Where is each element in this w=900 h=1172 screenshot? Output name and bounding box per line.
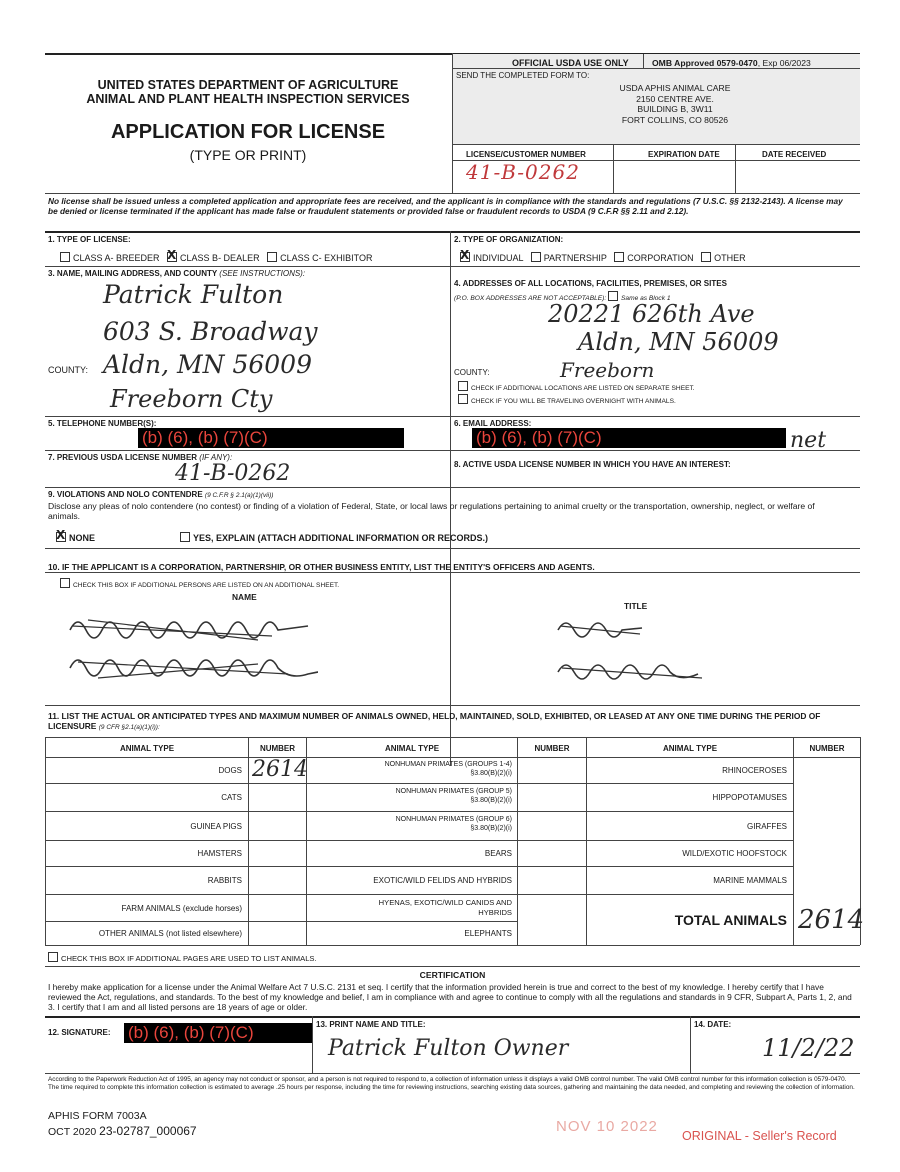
block12-label: 12. SIGNATURE:: [48, 1028, 111, 1037]
animal-row-bears: BEARS: [484, 849, 512, 858]
email-redaction: (b) (6), (b) (7)(C): [472, 428, 786, 448]
facility-street[interactable]: 20221 626th Ave: [548, 300, 755, 328]
class-b-checkbox[interactable]: X CLASS B- DEALER: [167, 253, 260, 263]
form-edition: OCT 2020 23-02787_000067: [48, 1124, 197, 1138]
additional-locations-check[interactable]: CHECK IF ADDITIONAL LOCATIONS ARE LISTED ON SEPARATE SHEET.: [458, 381, 695, 392]
print-name-title[interactable]: Patrick Fulton Owner: [328, 1036, 569, 1061]
mailing-street[interactable]: 603 S. Broadway: [103, 317, 318, 346]
dept-line2: ANIMAL AND PLANT HEALTH INSPECTION SERVICES: [86, 92, 410, 106]
license-type-options: [60, 252, 372, 263]
organization-options: [460, 252, 746, 263]
received-stamp: NOV 10 2022: [556, 1118, 658, 1135]
partnership-checkbox[interactable]: PARTNERSHIP: [531, 253, 607, 263]
block1-label: 1. TYPE OF LICENSE:: [48, 235, 131, 244]
animal-row-rhinoceroses: RHINOCEROSES: [722, 766, 787, 775]
individual-checkbox[interactable]: XINDIVIDUAL: [460, 253, 523, 263]
animal-row-farm: FARM ANIMALS (exclude horses): [121, 904, 242, 913]
applicant-county[interactable]: Freeborn Cty: [110, 385, 273, 413]
animal-row-elephants: ELEPHANTS: [464, 929, 512, 938]
col2-animal-header: ANIMAL TYPE: [384, 744, 440, 753]
facility-city[interactable]: Aldn, MN 56009: [578, 328, 779, 356]
mailing-city[interactable]: Aldn, MN 56009: [103, 350, 312, 379]
total-animals-label: TOTAL ANIMALS: [674, 912, 787, 928]
certification-title: CERTIFICATION: [419, 970, 486, 980]
animal-row-rabbits: RABBITS: [207, 876, 242, 885]
mailing-address: USDA APHIS ANIMAL CARE 2150 CENTRE AVE. BUILDING B, 3W11 FORT COLLINS, CO 80526: [619, 83, 731, 125]
animal-row-other: OTHER ANIMALS (not listed elsewhere): [98, 929, 242, 938]
block4-label: 4. ADDRESSES OF ALL LOCATIONS, FACILITIES, PREMISES, OR SITES: [454, 279, 727, 288]
form-number: APHIS FORM 7003A: [48, 1110, 147, 1122]
phone-redaction: (b) (6), (b) (7)(C): [138, 428, 404, 448]
email-suffix[interactable]: net: [790, 428, 827, 453]
block2-label: 2. TYPE OF ORGANIZATION:: [454, 235, 564, 244]
agency-header: [48, 78, 448, 106]
document-id: 23-02787_000067: [99, 1124, 197, 1138]
certification-text: I hereby make application for a license under the Animal Welfare Act 7 U.S.C. 2131 et seq. I certify that the information provided herein is true and correct to the best of my knowledge. I hereby certify that I have reviewed the Act, regulations, and standards. To the best of my knowledge and belief, I am in compliance with and agree to continue to comply with all the regulations and standards in 9 CFR, Subpart A, Parts 1, 2, and 3. I certify that I am and all listed persons are 18 years of age or older.: [48, 982, 852, 1012]
center-column-divider: [450, 231, 451, 766]
col2-number-header: NUMBER: [534, 744, 570, 753]
block5-label: 5. TELEPHONE NUMBER(S):: [48, 419, 157, 428]
license-number-label: LICENSE/CUSTOMER NUMBER: [466, 150, 586, 159]
animal-row-felids: EXOTIC/WILD FELIDS AND HYBRIDS: [373, 876, 512, 885]
form-subtitle: (TYPE OR PRINT): [189, 147, 307, 163]
record-copy-label: ORIGINAL - Seller's Record: [682, 1129, 837, 1143]
animal-row-cats: CATS: [221, 793, 242, 802]
animal-row-dogs: DOGS: [218, 766, 242, 775]
officers-title-header: TITLE: [624, 601, 648, 611]
officers-name-header: NAME: [232, 592, 257, 602]
signature-redaction: (b) (6), (b) (7)(C): [124, 1023, 312, 1043]
traveling-overnight-check[interactable]: CHECK IF YOU WILL BE TRAVELING OVERNIGHT WITH ANIMALS.: [458, 394, 676, 405]
crossed-out-officer-titles: [548, 610, 748, 690]
block7-label: 7. PREVIOUS USDA LICENSE NUMBER (IF ANY):: [48, 453, 233, 462]
block11-label: 11. LIST THE ACTUAL OR ANTICIPATED TYPES AND MAXIMUM NUMBER OF ANIMALS OWNED, HELD, MAINTAINED, SOLD, EXHIBITED, OR LEASED AT ANY ONE TIME DURING THE PERIOD OF LICENSURE (9 CFR §2.1(a)(1)(i)):: [48, 711, 821, 731]
signature-date[interactable]: 11/2/22: [762, 1034, 855, 1062]
violations-yes-checkbox[interactable]: YES, EXPLAIN (ATTACH ADDITIONAL INFORMATION OR RECORDS.): [180, 532, 488, 543]
corporation-checkbox[interactable]: CORPORATION: [614, 253, 693, 263]
animal-row-hamsters: HAMSTERS: [197, 849, 242, 858]
animal-row-primates-6: NONHUMAN PRIMATES (GROUP 6) §3.80(B)(2)(i): [395, 816, 512, 832]
dogs-number[interactable]: 2614: [252, 757, 308, 782]
license-number-value[interactable]: 41-B-0262: [466, 160, 580, 184]
block3-county-label: COUNTY:: [48, 365, 89, 375]
crossed-out-officer-names: [58, 608, 318, 688]
animal-row-giraffes: GIRAFFES: [746, 822, 787, 831]
block8-label: 8. ACTIVE USDA LICENSE NUMBER IN WHICH YOU HAVE AN INTEREST:: [454, 460, 731, 469]
animal-row-hoofstock: WILD/EXOTIC HOOFSTOCK: [682, 849, 787, 858]
block9-text: Disclose any pleas of nolo contendere (no contest) or finding of a violation of Federal, State, or local laws or regulations pertaining to animal cruelty or the transportation, ownership, neglect, or welfare of animals.: [48, 501, 815, 521]
additional-persons-check[interactable]: CHECK THIS BOX IF ADDITIONAL PERSONS ARE LISTED ON AN ADDITIONAL SHEET.: [60, 578, 339, 589]
col3-animal-header: ANIMAL TYPE: [662, 744, 718, 753]
class-c-checkbox[interactable]: CLASS C- EXHIBITOR: [267, 253, 372, 263]
block4-county-label: COUNTY:: [454, 368, 490, 377]
block10-label: 10. IF THE APPLICANT IS A CORPORATION, PARTNERSHIP, OR OTHER BUSINESS ENTITY, LIST THE ENTITY'S OFFICERS AND AGENTS.: [48, 562, 595, 572]
form-title: APPLICATION FOR LICENSE: [110, 121, 386, 143]
violations-none-checkbox[interactable]: XNONE: [56, 532, 95, 543]
license-notice: No license shall be issued unless a completed application and appropriate fees are received, and the applicant is in compliance with the standards and regulations (7 U.S.C. §§ 2132-2143). A license may be denied or license terminated if the applicant has made false or fraudulent statements or provided false or fraudulent records to USDA (9 C.F.R §§ 2.11 and 2.12).: [48, 196, 843, 216]
official-use-label: OFFICIAL USDA USE ONLY: [512, 58, 629, 68]
previous-license-number[interactable]: 41-B-0262: [175, 461, 291, 486]
block6-label: 6. EMAIL ADDRESS:: [454, 419, 532, 428]
col1-animal-header: ANIMAL TYPE: [119, 744, 175, 753]
expiration-date-label: EXPIRATION DATE: [648, 150, 720, 159]
block4-note: (P.O. BOX ADDRESSES ARE NOT ACCEPTABLE): Same as Block 1: [454, 291, 671, 302]
paperwork-notice: According to the Paperwork Reduction Act of 1995, an agency may not conduct or sponsor, and a person is not required to respond to, a collection of information unless it displays a valid OMB control number. The valid OMB control number for this information collection is 0579-0470. The time required to complete this information collection is estimated to average .25 hours per response, including the time for reviewing instructions, searching existing data sources, gathering and maintaining the data needed, and completing and reviewing the collection of information.: [48, 1076, 855, 1091]
applicant-name[interactable]: Patrick Fulton: [103, 280, 284, 309]
facility-county[interactable]: Freeborn: [560, 358, 655, 382]
col1-number-header: NUMBER: [259, 744, 296, 753]
block9-label: 9. VIOLATIONS AND NOLO CONTENDRE (9 C.F.R § 2.1(a)(1)(vii)): [48, 490, 274, 499]
dept-line1: UNITED STATES DEPARTMENT OF AGRICULTURE: [97, 78, 399, 92]
other-checkbox[interactable]: OTHER: [701, 253, 746, 263]
total-animals-value[interactable]: 2614: [798, 905, 865, 935]
animal-row-guinea-pigs: GUINEA PIGS: [190, 822, 242, 831]
animal-row-primates-1-4: NONHUMAN PRIMATES (GROUPS 1-4) §3.80(B)(2)(i): [384, 761, 512, 777]
block3-label: 3. NAME, MAILING ADDRESS, AND COUNTY (SEE INSTRUCTIONS):: [48, 269, 306, 278]
animal-row-canids: HYENAS, EXOTIC/WILD CANIDS AND HYBRIDS: [378, 898, 512, 917]
block13-label: 13. PRINT NAME AND TITLE:: [316, 1020, 426, 1029]
omb-number: OMB Approved 0579-0470, Exp 06/2023: [652, 58, 811, 68]
block14-label: 14. DATE:: [694, 1020, 732, 1029]
class-a-checkbox[interactable]: CLASS A- BREEDER: [60, 253, 160, 263]
additional-pages-check[interactable]: CHECK THIS BOX IF ADDITIONAL PAGES ARE USED TO LIST ANIMALS.: [48, 952, 317, 963]
animal-row-primates-5: NONHUMAN PRIMATES (GROUP 5) §3.80(B)(2)(i): [395, 788, 512, 804]
animal-row-marine: MARINE MAMMALS: [713, 876, 787, 885]
col3-number-header: NUMBER: [809, 744, 845, 753]
animal-row-hippopotamuses: HIPPOPOTAMUSES: [712, 793, 787, 802]
date-received-label: DATE RECEIVED: [762, 150, 827, 159]
send-to-label: SEND THE COMPLETED FORM TO:: [456, 71, 590, 80]
